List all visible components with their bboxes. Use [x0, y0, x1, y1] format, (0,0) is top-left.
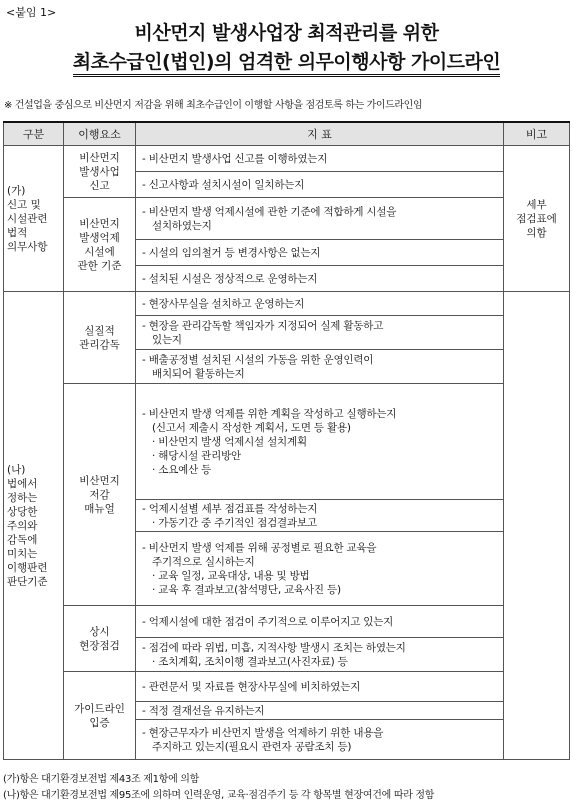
indicator-cell: - 비산먼지 발생 억제시설에 관한 기준에 적합하게 시설을 설치하였는지: [136, 198, 504, 240]
indicator-cell: - 비산먼지 발생사업 신고를 이행하였는지: [136, 146, 504, 172]
title-line-1: 비산먼지 발생사업장 최적관리를 위한: [134, 22, 439, 44]
table-row: [4, 672, 570, 702]
indicator-cell: - 적정 결재선을 유지하는지: [136, 702, 504, 720]
group-a-category: (가) 신고 및 시설관련 법적 의무사항: [4, 146, 64, 292]
header-remark: 비고: [504, 122, 570, 146]
guideline-note: ※ 건설업을 중심으로 비산먼지 저감을 위해 최초수급인이 이행할 사항을 점검토록 하는 가이드라인임: [4, 100, 423, 111]
indicator-cell: - 배출공정별 설치된 시설의 가동을 위한 운영인력이 배치되어 활동하는지: [136, 350, 504, 384]
element-label: 비산먼지 발생억제 시설에 관한 기준: [64, 198, 136, 292]
element-label: 가이드라인 입증: [64, 672, 136, 760]
element-label: 비산먼지 저감 매뉴얼: [64, 384, 136, 606]
footnote-2: (나)항은 대기환경보전법 제95조에 의하며 인력운영, 교육·점검주기 등 각 항목별 현장여건에 따라 정함: [3, 790, 435, 801]
title-line-2-text: 최초수급인(법인)의 엄격한 의무이행사항 가이드라인: [73, 51, 501, 77]
table-row: [4, 198, 570, 240]
indicator-cell: - 설치된 시설은 정상적으로 운영하는지: [136, 266, 504, 292]
header-indicator: 지 표: [136, 122, 504, 146]
footnote-1: (가)항은 대기환경보전법 제43조 제1항에 의함: [3, 774, 200, 785]
indicator-cell: - 시설의 임의철거 등 변경사항은 없는지: [136, 240, 504, 266]
indicator-cell: - 현장사무실을 설치하고 운영하는지: [136, 292, 504, 316]
header-category: 구분: [4, 122, 64, 146]
indicator-cell: - 관련문서 및 자료를 현장사무실에 비치하였는지: [136, 672, 504, 702]
group-b-remark: [504, 292, 570, 760]
indicator-cell: - 현장근무자가 비산먼지 발생을 억제하기 위한 내용을 주지하고 있는지(필요시 관련자 공람조치 등): [136, 720, 504, 760]
group-a-remark: 세부 점검표에 의함: [504, 146, 570, 292]
element-label: 상시 현장점검: [64, 606, 136, 672]
indicator-cell: - 신고사항과 설치시설이 일치하는지: [136, 172, 504, 198]
indicator-cell: - 억제시설별 세부 점검표를 작성하는지 · 가동기간 중 주기적인 점검결과보고: [136, 500, 504, 532]
indicator-cell: - 현장을 관리감독할 책임자가 지정되어 실제 활동하고 있는지: [136, 316, 504, 350]
indicator-cell: - 비산먼지 발생 억제를 위한 계획을 작성하고 실행하는지 (신고서 제출시 작성한 계획서, 도면 등 활용) · 비산먼지 발생 억제시설 설치계획 · 해당시설 관리방안 · 소요예산 등: [136, 384, 504, 500]
indicator-cell: - 점검에 따라 위법, 미흡, 지적사항 발생시 조치는 하였는지 · 조치계획, 조치이행 결과보고(사진자료) 등: [136, 638, 504, 672]
table-row: [4, 606, 570, 638]
element-label: 실질적 관리감독: [64, 292, 136, 384]
table-row: [4, 146, 570, 172]
guideline-table: [3, 121, 570, 760]
title-line-2: [0, 47, 573, 74]
attachment-label: <붙임 1>: [6, 6, 57, 19]
indicator-cell: - 억제시설에 대한 점검이 주기적으로 이루어지고 있는지: [136, 606, 504, 638]
table-row: [4, 292, 570, 316]
element-label: 비산먼지 발생사업 신고: [64, 146, 136, 198]
table-row: [4, 384, 570, 500]
indicator-cell: - 비산먼지 발생 억제를 위해 공정별로 필요한 교육을 주기적으로 실시하는지 · 교육 일정, 교육대상, 내용 및 방법 · 교육 후 결과보고(참석명단, 교육사진 등): [136, 532, 504, 606]
group-b-category: (나) 법에서 정하는 상당한 주의와 감독에 미치는 이행판련 판단기준: [4, 292, 64, 760]
header-element: 이행요소: [64, 122, 136, 146]
